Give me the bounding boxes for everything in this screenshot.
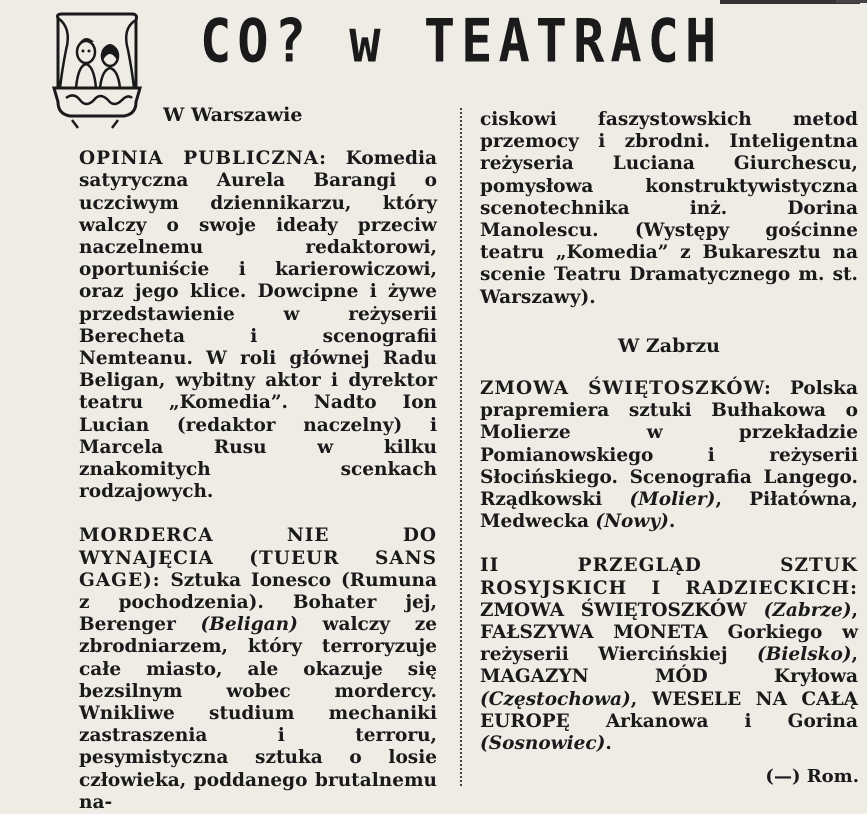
article-lead: OPINIA PUBLICZNA: [79, 148, 327, 170]
article-italic: (Nowy) [595, 511, 669, 533]
top-rule-right [836, 0, 867, 3]
article-lead: MORDERCA NIE DO WYNAJĘCIA (TUEUR SANS GAGE): [79, 525, 437, 591]
article-text: walczy ze zbrodniarzem, który terroryzuje całe miasto, ale okazuje się bezsilnym wobec mordercy. Wnikliwe studium mechaniki zastraszenia i terroru, pesymistyczna sztuka o losie człowieka, poddanego brutalnemu na- [79, 614, 437, 813]
author-signature: (—) Rom. [765, 766, 859, 787]
article-italic: (Sosnowiec) [480, 733, 606, 755]
article-italic: (Bielsko) [757, 644, 852, 666]
right-column [480, 109, 858, 755]
article-text: Polska prapremiera sztuki Bułhakowa o Molierze w przekładzie Pomianowskiego i reżyserii Słocińskiego. Scenografia Langego. Rządkowski [480, 378, 858, 511]
article-text: Komedia satyryczna Aurela Barangi o uczciwym dziennikarzu, który walczy o swoje ideały przeciw naczelnemu redaktorowi, oportuniście i karierowiczowi, oraz jego klice. Dowcipne i żywe przedstawienie w reżyserii Berecheta i scenografii Nemteanu. W roli głównej Radu Beligan, wybitny aktor i dyrektor teatru „Komedia”. Nadto Ion Lucian (redaktor naczelny) i Marcela Rusu w kilku znakomitych scenkach rodzajowych. [79, 148, 438, 503]
article-przeglad [480, 555, 858, 755]
article-italic: (Zabrze) [763, 599, 852, 621]
left-column [79, 104, 437, 814]
article-lead: II PRZEGLĄD SZTUK ROSYJSKICH I RADZIECKICH: [480, 555, 858, 599]
article-morderca [79, 525, 437, 814]
article-zmowa [480, 378, 858, 533]
article-text: . [668, 511, 676, 533]
section-heading-warszawa: W Warszawie [163, 104, 303, 126]
article-text: , FAŁSZYWA MONETA Gorkiego w reżyserii Wiercińskiej [480, 599, 858, 666]
article-text: , MAGAZYN MÓD Kryłowa [480, 644, 858, 688]
page-title: CO? w TEATRACH [200, 7, 723, 77]
article-opinia-publiczna [79, 148, 437, 503]
column-divider [460, 108, 462, 786]
article-italic: (Beligan) [200, 614, 298, 636]
article-text: ZMOWA ŚWIĘTOSZKÓW [480, 599, 764, 621]
article-text: . [605, 733, 612, 755]
article-text: Sztuka Ionesco (Rumuna z pochodzenia). Bohater jej, Berenger [79, 569, 437, 636]
section-heading-zabrze: W Zabrzu [617, 334, 721, 357]
article-lead: ZMOWA ŚWIĘTOSZKÓW: [480, 378, 772, 400]
article-text: , Piłatówna, Medwecka [480, 489, 858, 533]
article-italic: (Molier) [629, 489, 716, 511]
article-italic: (Częstochowa) [480, 688, 631, 710]
article-text: , WESELE NA CAŁĄ EUROPĘ Arkanowa i Gorina [480, 688, 858, 732]
article-continuation: ciskowi faszystowskich metod przemocy i zbrodni. Inteligentna reżyseria Luciana Giurchescu, pomysłowa konstruktywistyczna scenotechnika inż. Dorina Manolescu. (Występy gościnne teatru „Komedia” z Bukaresztu na scenie Teatru Dramatycznego m. st. Warszawy). [480, 109, 858, 308]
